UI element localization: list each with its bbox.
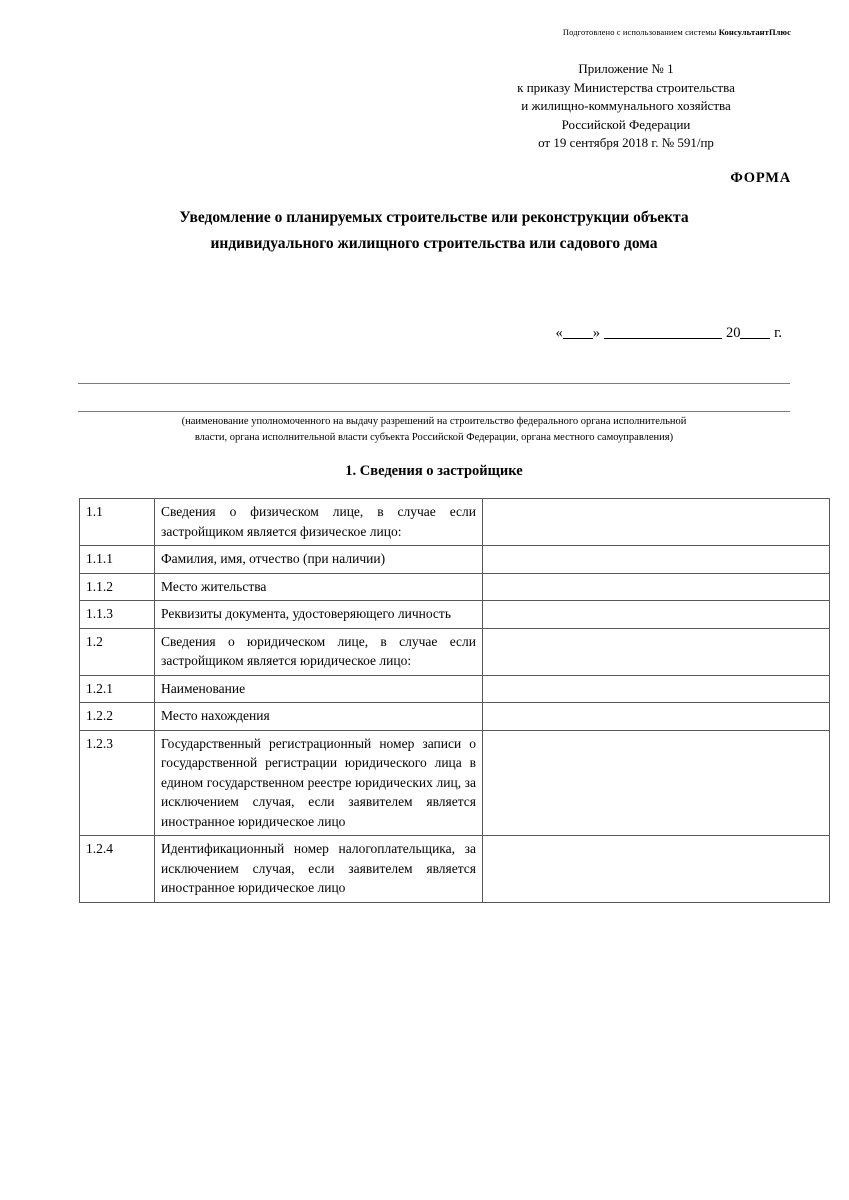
authority-caption — [78, 414, 790, 445]
quote-close: » — [592, 325, 600, 341]
row-label-cell: Реквизиты документа, удостоверяющего личность — [155, 601, 483, 629]
date-line — [78, 325, 790, 342]
row-label-cell: Идентификационный номер налогоплательщика, за исключением случая, если заявителем является иностранное юридическое лицо — [155, 836, 483, 903]
row-value-input-cell[interactable] — [483, 675, 830, 703]
day-blank-field[interactable] — [563, 325, 593, 339]
table-row — [80, 703, 830, 731]
page-title-line-2: индивидуального жилищного строительства или садового дома — [210, 235, 658, 252]
authority-blank-line-2[interactable] — [78, 411, 790, 412]
appendix-line-1: Приложение № 1 — [578, 61, 674, 76]
row-label-cell: Государственный регистрационный номер записи о государственной регистрации юридического лица в едином государственном реестре юридических лиц, за исключением случая, если заявителем является иностранное юридическое лицо — [155, 730, 483, 836]
page-title-line-1: Уведомление о планируемых строительстве или реконструкции объекта — [179, 209, 689, 226]
appendix-line-5: от 19 сентября 2018 г. № 591/пр — [538, 135, 714, 150]
table-row — [80, 573, 830, 601]
year-prefix: 20 — [725, 325, 741, 341]
month-blank-field[interactable] — [604, 325, 722, 339]
section-heading: 1. Сведения о застройщике — [345, 463, 523, 479]
developer-info-table — [79, 498, 830, 903]
row-label-cell: Сведения о юридическом лице, в случае если застройщиком является юридическое лицо: — [155, 628, 483, 675]
table-row — [80, 601, 830, 629]
appendix-line-4: Российской Федерации — [561, 116, 691, 132]
form-label: ФОРМА — [730, 170, 791, 186]
appendix-line-3: и жилищно-коммунального хозяйства — [521, 98, 731, 113]
row-value-input-cell[interactable] — [483, 730, 830, 836]
row-value-input-cell[interactable] — [483, 836, 830, 903]
year-suffix: г. — [774, 325, 782, 341]
row-value-input-cell[interactable] — [483, 573, 830, 601]
appendix-reference-block — [461, 60, 791, 153]
quote-open: « — [555, 325, 563, 341]
row-number-cell: 1.1.3 — [80, 601, 155, 629]
table-row — [80, 675, 830, 703]
year-blank-field[interactable] — [740, 325, 770, 339]
table-body — [80, 499, 830, 903]
row-number-cell: 1.2.1 — [80, 675, 155, 703]
row-value-input-cell[interactable] — [483, 546, 830, 574]
row-number-cell: 1.1 — [80, 499, 155, 546]
row-value-input-cell[interactable] — [483, 499, 830, 546]
row-number-cell: 1.2.4 — [80, 836, 155, 903]
row-value-input-cell[interactable] — [483, 601, 830, 629]
table-row — [80, 628, 830, 675]
row-label-cell: Фамилия, имя, отчество (при наличии) — [155, 546, 483, 574]
authority-caption-line-1: (наименование уполномоченного на выдачу разрешений на строительство федерального органа исполнительной — [181, 416, 687, 427]
watermark-brand: КонсультантПлюс — [718, 27, 791, 37]
table-row — [80, 730, 830, 836]
row-number-cell: 1.2 — [80, 628, 155, 675]
row-number-cell: 1.1.1 — [80, 546, 155, 574]
table-row — [80, 546, 830, 574]
row-value-input-cell[interactable] — [483, 703, 830, 731]
row-number-cell: 1.2.3 — [80, 730, 155, 836]
row-number-cell: 1.1.2 — [80, 573, 155, 601]
row-number-cell: 1.2.2 — [80, 703, 155, 731]
authority-caption-line-2: власти, органа исполнительной власти субъекта Российской Федерации, органа местного самоуправления) — [194, 431, 674, 443]
table-row — [80, 836, 830, 903]
page-title — [78, 205, 790, 257]
row-label-cell: Сведения о физическом лице, в случае если застройщиком является физическое лицо: — [155, 499, 483, 546]
authority-blank-line-1[interactable] — [78, 383, 790, 384]
row-value-input-cell[interactable] — [483, 628, 830, 675]
watermark-prefix: Подготовлено с использованием системы — [562, 27, 719, 37]
consultant-plus-watermark — [563, 27, 791, 37]
row-label-cell: Наименование — [155, 675, 483, 703]
appendix-line-2: к приказу Министерства строительства — [517, 79, 735, 95]
row-label-cell: Место нахождения — [155, 703, 483, 731]
row-label-cell: Место жительства — [155, 573, 483, 601]
table-row — [80, 499, 830, 546]
